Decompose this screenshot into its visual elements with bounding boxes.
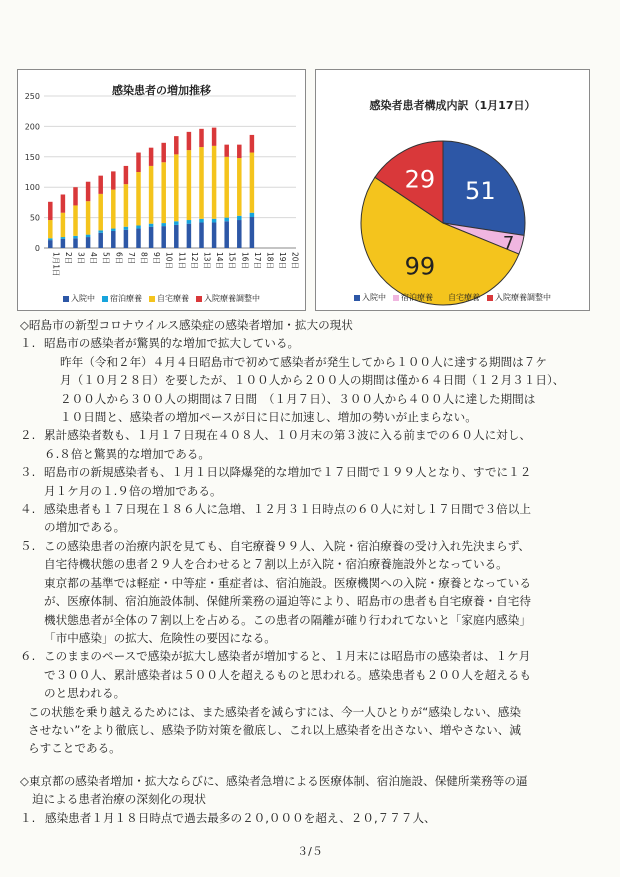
bar-segment	[161, 143, 166, 162]
bar-segment	[73, 187, 78, 205]
list-item	[20, 426, 605, 463]
section-1-items	[20, 334, 605, 702]
text-line: 東京都の基準では軽症・中等症・重症者は、宿泊施設。医療機関への入院・療養となっている	[44, 575, 531, 590]
pie-data-label: 51	[465, 176, 496, 205]
x-tick-label: 20日	[290, 252, 300, 270]
list-item	[20, 353, 605, 427]
bar-segment	[237, 220, 242, 248]
text-line: ４. 感染患者も１７日現在１８６人に急増、１２月３１日時点の６０人に対し１７日間で３倍以上	[20, 500, 605, 518]
list-item	[20, 537, 605, 647]
bar-segment	[98, 233, 103, 248]
bar-segment	[124, 227, 128, 230]
x-tick-label: 7日	[126, 252, 136, 265]
section-heading-1: ◇昭島市の新型コロナウイルス感染症の感染者増加・拡大の現状	[20, 318, 353, 332]
x-tick-label: 13日	[202, 252, 212, 270]
legend-item-hotel: 宿泊療養	[102, 293, 142, 304]
bar-segment	[174, 154, 179, 221]
text-line: させない”をより徹底し、感染予防対策を徹底し、これ以上感染者を出さない、増やさない、減	[28, 722, 521, 737]
pie-chart-svg	[316, 70, 589, 310]
y-tick-label: 50	[29, 213, 40, 223]
x-tick-label: 9日	[152, 252, 162, 265]
bar-segment	[224, 218, 229, 222]
x-tick-label: 6日	[114, 252, 124, 265]
bar-segment	[124, 230, 128, 248]
bar-segment	[199, 222, 204, 248]
x-tick-label: 2日	[63, 252, 73, 265]
pie-legend-item-hotel: 宿泊療養	[393, 292, 433, 303]
bar-segment	[250, 135, 255, 153]
bar-segment	[73, 236, 78, 238]
bar-segment	[237, 216, 242, 220]
heading-line: 迫による患者治療の深刻化の現状	[32, 792, 206, 807]
x-tick-label: 4日	[89, 252, 99, 265]
bar-segment	[111, 190, 116, 229]
bar-segment	[187, 224, 192, 248]
bar-segment	[250, 153, 255, 213]
bar-segment	[174, 136, 179, 154]
text-line: 「市中感染」の拡大、危険性の要因になる。	[44, 630, 276, 645]
bar-segment	[199, 129, 204, 147]
y-tick-label: 200	[24, 122, 40, 132]
text-line: ５. この感染患者の治療内訳を見ても、自宅療養９９人、入院・宿泊療養の受け入れ先決まらず、	[20, 537, 605, 555]
legend-item-home: 自宅療養	[149, 293, 189, 304]
text-line: この状態を乗り越えるためには、また感染者を減らすには、今一人ひとりが“感染しない、感染	[28, 704, 521, 719]
pie-data-label: 7	[502, 233, 515, 255]
pie-chart-legend	[316, 292, 589, 303]
bar-segment	[98, 194, 103, 230]
bar-segment	[124, 184, 128, 227]
bar-segment	[124, 166, 128, 184]
bar-segment	[61, 194, 66, 212]
page-number: ３/５	[297, 845, 323, 858]
pie-data-label: 99	[404, 252, 436, 281]
y-tick-label: 0	[34, 244, 40, 253]
bar-segment	[86, 237, 91, 248]
item-number: ５.	[20, 538, 36, 553]
text-line: 昨年（令和２年）４月４日昭島市で初めて感染者が発生してから１００人に達する期間は７ケ	[60, 354, 547, 369]
bar-segment	[48, 238, 53, 240]
bar-segment	[48, 240, 53, 248]
bar-chart-legend	[18, 293, 305, 304]
legend-item-hospital: 入院中	[63, 293, 95, 304]
bar-segment	[161, 162, 166, 223]
bar-segment	[61, 239, 66, 248]
bar-segment	[98, 230, 103, 232]
bar-segment	[86, 235, 91, 237]
x-tick-label: 12日	[189, 252, 199, 270]
item-number: ２.	[20, 428, 36, 443]
text-line: ６. このままのペースで感染が拡大し感染者が増加すると、１月末には昭島市の感染者は、１ケ月	[20, 647, 605, 665]
bar-segment	[250, 213, 255, 217]
item-number: ６.	[20, 649, 36, 664]
heading-line: ◇東京都の感染者増加・拡大ならびに、感染者急増による医療体制、宿泊施設、保健所業務等の逼	[20, 773, 528, 788]
bar-segment	[212, 222, 217, 248]
list-item	[20, 647, 605, 702]
text-line: で３００人、累計感染者は５００人を超えるものと思われる。感染患者も２００人を超えるも	[44, 667, 531, 682]
text-line: ６.８倍と驚異的な増加である。	[44, 446, 210, 461]
y-tick-label: 250	[24, 92, 40, 101]
x-tick-label: 14日	[215, 252, 225, 270]
bar-segment	[212, 128, 217, 146]
item-text: 感染患者１月１８日時点で過去最多の２０,０００を超え、２０,７７７人、	[44, 810, 436, 825]
text-line: １０日間と、感染者の増加ペースが日に日に加速し、増加の勢いが止まらない。	[60, 410, 477, 425]
bar-chart-panel	[17, 69, 306, 311]
section-heading-2	[20, 772, 605, 809]
bar-segment	[73, 238, 78, 248]
bar-segment	[136, 226, 141, 229]
text-line: ２００人から３００人の期間は７日間 （１月７日）、３００人から４００人に達した期間は	[60, 391, 536, 406]
bar-segment	[48, 220, 53, 238]
text-line: 月（１０月２８日）を要したが、１００人から２００人の期間は僅か６４日間（１２月３１日）、	[60, 373, 565, 388]
bar-segment	[250, 217, 255, 248]
document-body	[20, 316, 605, 827]
text-line: の増加である。	[44, 520, 126, 535]
text-line: 自宅待機状態の患者２９人を合わせると７割以上が入院・宿泊療養施設外となっている。	[44, 557, 508, 572]
bar-segment	[149, 166, 154, 224]
closing-paragraph	[20, 703, 605, 758]
bar-segment	[187, 150, 192, 220]
pie-legend-item-pending: 入院療養調整中	[487, 292, 551, 303]
x-tick-label: 5日	[101, 252, 111, 265]
item-number: １.	[20, 810, 36, 825]
bar-segment	[149, 148, 154, 166]
item-number: １.	[20, 336, 36, 351]
bar-segment	[224, 157, 229, 218]
x-tick-label: 3日	[76, 252, 86, 265]
bar-chart-title: 感染患者の増加推移	[112, 84, 211, 97]
x-tick-label: 8日	[139, 252, 149, 265]
pie-legend-item-home: 自宅療養	[440, 292, 480, 303]
text-line: のと思われる。	[44, 686, 126, 701]
bar-segment	[174, 225, 179, 248]
bar-segment	[136, 153, 141, 172]
pie-chart-panel	[315, 69, 590, 311]
text-line: らすことである。	[28, 741, 121, 756]
x-tick-label: 10日	[164, 252, 174, 270]
list-item	[20, 334, 605, 352]
text-line: ３. 昭島市の新規感染者も、１月１日以降爆発的な増加で１７日間で１９９人となり、すでに１２	[20, 463, 605, 481]
pie-chart-title: 感染者患者構成内訳（1月17日）	[369, 99, 536, 112]
bar-segment	[61, 237, 66, 239]
bar-segment	[224, 221, 229, 248]
bar-segment	[86, 182, 91, 201]
bar-segment	[174, 221, 179, 225]
bar-segment	[61, 213, 66, 237]
bar-segment	[111, 171, 116, 189]
section-2-item-1	[20, 809, 605, 827]
x-tick-label: 11日	[177, 252, 187, 270]
bar-segment	[111, 229, 116, 231]
bar-segment	[212, 146, 217, 219]
text-line: １. 昭島市の感染者が驚異的な増加で拡大している。	[20, 334, 605, 352]
text-line: 月１ケ月の１.９倍の増加である。	[44, 483, 222, 498]
x-tick-label: 15日	[227, 252, 237, 270]
bar-segment	[98, 176, 103, 194]
x-tick-label: 17日	[252, 252, 262, 270]
bar-segment	[199, 147, 204, 219]
bar-segment	[111, 231, 116, 248]
item-number: ４.	[20, 502, 36, 517]
x-tick-label: 18日	[265, 252, 275, 270]
bar-segment	[149, 227, 154, 248]
text-line: ２. 累計感染者数も、１月１７日現在４０８人、１０月末の第３波に入る前までの６０人に対し、	[20, 426, 605, 444]
bar-segment	[86, 201, 91, 234]
bar-segment	[48, 202, 53, 220]
y-tick-label: 100	[24, 183, 40, 193]
bar-segment	[161, 223, 166, 226]
legend-item-pending: 入院療養調整中	[196, 293, 260, 304]
text-line: 機状態患者が全体の７割以上を占める。この患者の隔離が確り行われてないと「家庭内感染」	[44, 612, 531, 627]
bar-segment	[161, 226, 166, 248]
pie-data-label: 29	[404, 165, 436, 194]
list-item	[20, 500, 605, 537]
bar-segment	[136, 172, 141, 226]
bar-segment	[136, 229, 141, 248]
item-number: ３.	[20, 465, 36, 480]
bar-segment	[187, 132, 192, 150]
bar-chart-svg	[18, 70, 305, 310]
pie-legend-item-hospital: 入院中	[354, 292, 386, 303]
x-tick-label: 16日	[240, 252, 250, 270]
y-tick-label: 150	[24, 152, 40, 162]
list-item	[20, 463, 605, 500]
bar-segment	[237, 158, 242, 216]
x-tick-label: 19日	[278, 252, 288, 270]
bar-segment	[237, 145, 242, 158]
bar-segment	[149, 224, 154, 227]
text-line: が、医療体制、宿泊施設体制、保健所業務の逼迫等により、昭島市の患者も自宅療養・自宅待	[44, 594, 531, 609]
bar-segment	[199, 219, 204, 223]
bar-segment	[224, 145, 229, 157]
bar-segment	[73, 205, 78, 235]
bar-segment	[212, 219, 217, 223]
x-tick-label: 1月1日	[51, 252, 61, 277]
bar-segment	[187, 220, 192, 224]
